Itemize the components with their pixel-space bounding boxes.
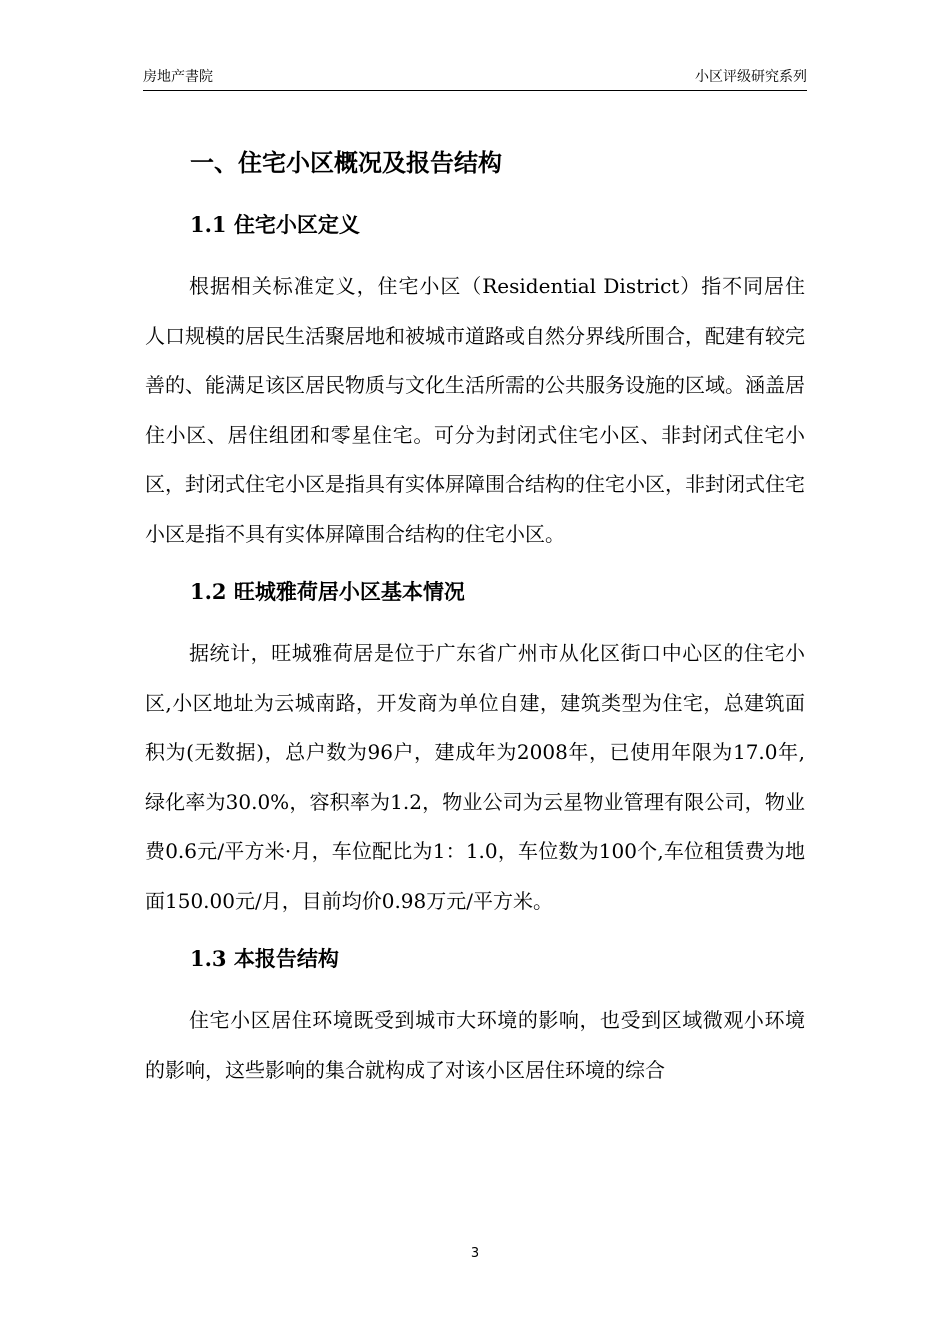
section-1-1-paragraph: 根据相关标准定义，住宅小区（Residential District）指不同居住人口规模的居民生活聚居地和被城市道路或自然分界线所围合，配建有较完善的、能满足该区居民物质与文化生活所需的公共服务设施的区域。涵盖居住小区、居住组团和零星住宅。可分为封闭式住宅小区、非封闭式住宅小区，封闭式住宅小区是指具有实体屏障围合结构的住宅小区，非封闭式住宅小区是指不具有实体屏障围合结构的住宅小区。 xyxy=(145,274,805,546)
header-series-title: 小区评级研究系列 xyxy=(695,69,807,85)
section-1-3-title: 1.3 本报告结构 xyxy=(190,946,339,971)
section-1-2-paragraph: 据统计，旺城雅荷居是位于广东省广州市从化区街口中心区的住宅小区,小区地址为云城南路，开发商为单位自建，建筑类型为住宅，总建筑面积为(无数据)，总户数为96户，建成年为2008年，已使用年限为17.0年,绿化率为30.0%，容积率为1.2，物业公司为云星物业管理有限公司，物业费0.6元/平方米·月，车位配比为1：1.0，车位数为100个,车位租赁费为地面150.00元/月，目前均价0.98万元/平方米。 xyxy=(145,641,805,913)
section-1-2-title: 1.2 旺城雅荷居小区基本情况 xyxy=(190,579,465,604)
section-1-1-title: 1.1 住宅小区定义 xyxy=(190,212,360,237)
section-1-3-paragraph: 住宅小区居住环境既受到城市大环境的影响，也受到区域微观小环境的影响，这些影响的集合就构成了对该小区居住环境的综合 xyxy=(145,1008,805,1082)
chapter-title: 一、住宅小区概况及报告结构 xyxy=(190,148,502,177)
document-body xyxy=(145,140,805,1095)
header-publisher: 房地产書院 xyxy=(143,69,213,85)
page-header xyxy=(143,68,807,91)
page-number: 3 xyxy=(470,1246,480,1261)
